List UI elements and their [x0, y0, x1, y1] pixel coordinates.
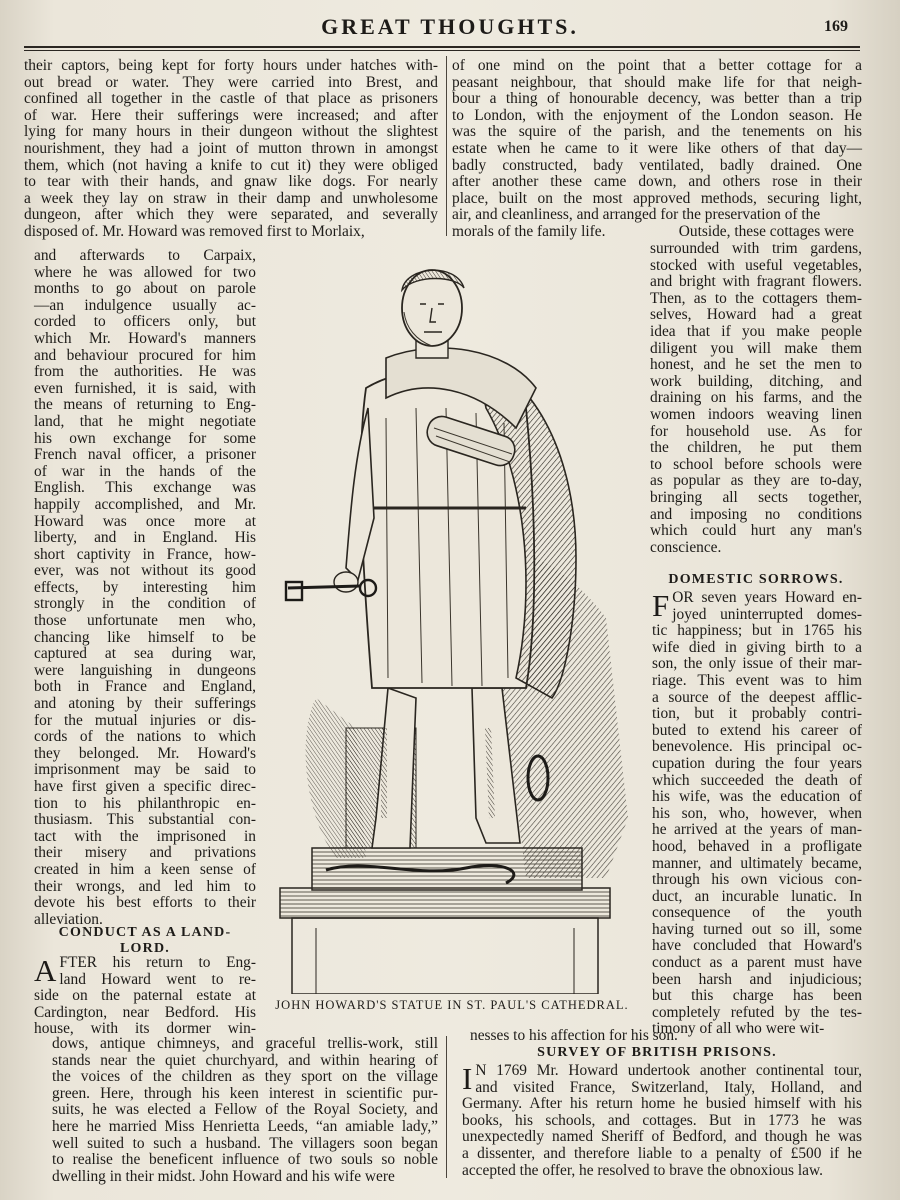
text-line: which Mr. Howard's manners	[34, 329, 256, 347]
text-line: where he was allowed for two	[34, 263, 256, 281]
text-line: short captivity in France, how-	[34, 545, 256, 563]
text-line: of war. Here their sufferings were increased; and after	[24, 106, 438, 124]
text-line: his wife, was the education of	[652, 788, 862, 806]
text-line: of one mind on the point that a better cottage for a	[452, 57, 862, 74]
text-line: son, the only issue of their mar-	[652, 655, 862, 673]
text-line: accepted the offer, he resolved to brave the obnoxious law.	[462, 1161, 823, 1179]
text-line: conduct as a parent must have	[652, 954, 862, 972]
bottom-left-text	[52, 1036, 438, 1185]
text-line: conscience.	[650, 538, 722, 556]
text-line: devote his best efforts to their	[34, 894, 256, 912]
survey-prisons-text: I N 1769 Mr. Howard undertook another continental tour, and visited France, Switzerland, Italy, Holland, and Germany. After his return home he busied himself with his books, his schools, and cottages. But in 1773 he was unexpectedly named Sheriff of Bedford, and though he was a dissenter, and therefore liable to a penalty of £500 if he accepted the offer, he resolved to brave the obnoxious law.	[462, 1061, 862, 1179]
text-line: selves, Howard had a great	[650, 306, 862, 324]
text-line: tion to his philanthropic en-	[34, 794, 256, 812]
column-divider-top	[446, 56, 447, 236]
header-rule-thin	[24, 50, 860, 51]
text-line: ever, was not without its good	[34, 562, 256, 580]
text-line: of war in the hands of the	[34, 462, 256, 480]
text-line: his own exchange for some	[34, 429, 256, 447]
text-line: having turned out so ill, some	[652, 920, 862, 938]
text-line: lying for many hours in their dungeon without the slightest	[24, 123, 438, 141]
text-line: through his own vicious con-	[652, 871, 862, 889]
text-line: badly constructed, bady ventilated, badly drained. One	[452, 156, 862, 174]
text-line: a week they lay on straw in their damp and unwholesome	[24, 189, 438, 207]
text-line: their captors, being kept for forty hours under hatches with-	[24, 57, 438, 74]
text-line: Howard was once more at	[34, 512, 256, 530]
text-line: books, his schools, and cottages. But in 1773 he was	[462, 1111, 862, 1129]
text-line: have concluded that Howard's	[652, 937, 862, 955]
text-line: for household use. As for	[650, 422, 862, 440]
text-line: the voices of the children as they sport on the village	[52, 1068, 438, 1086]
text-line: created in him a keen sense of	[34, 860, 256, 878]
text-line: bour a thing of honourable decency, was better than a trip	[452, 90, 862, 108]
text-line: were languishing in dungeons	[34, 661, 256, 679]
text-line: the means of returning to Eng-	[34, 396, 256, 414]
text-line: —an indulgence usually ac-	[34, 296, 256, 314]
text-line: and bright with fragrant flowers.	[650, 273, 862, 291]
text-line: dungeon, after which they were separated, and severally	[24, 206, 438, 224]
text-line: to London, with the enjoyment of the London season. He	[452, 106, 862, 124]
text-line: stocked with useful vegetables,	[650, 256, 862, 274]
section-heading-domestic-sorrows: DOMESTIC SORROWS.	[668, 572, 844, 587]
text-line: completely refuted by the tes-	[652, 1003, 862, 1021]
text-line: consequence of the youth	[652, 904, 862, 922]
text-line: diligent you will make them	[650, 339, 862, 357]
section-heading-landlord: CONDUCT AS A LAND- LORD.	[58, 925, 232, 956]
text-line: they belonged. Mr. Howard's	[34, 744, 256, 762]
statue-engraving-illustration	[276, 258, 628, 994]
header-rule	[24, 46, 860, 48]
text-line: buted to extend his career of	[652, 721, 862, 739]
drop-cap-a: A	[34, 953, 57, 988]
running-title: GREAT THOUGHTS.	[321, 14, 579, 39]
text-line: and visited France, Switzerland, Italy, Holland, and	[475, 1078, 862, 1096]
text-line: but this charge has been	[652, 987, 862, 1005]
text-line: from the authorities. He was	[34, 363, 256, 381]
text-line: thusiasm. This substantial con-	[34, 811, 256, 829]
text-line: unexpectedly named Sheriff of Bedford, and though he was	[462, 1128, 862, 1146]
right-column-top-text	[452, 58, 862, 224]
text-line: happily accomplished, and Mr.	[34, 495, 256, 513]
text-line: strongly in the condition of	[34, 595, 256, 613]
text-line: have first given a specific direc-	[34, 778, 256, 795]
text-line: bringing all sects together,	[650, 488, 862, 506]
text-line: which succeeded the death of	[652, 771, 862, 789]
text-line: those unfortunate men who,	[34, 612, 256, 630]
text-line: women indoors weaving linen	[650, 405, 862, 423]
text-line: tion, but it probably contri-	[652, 705, 862, 723]
text-line: corded to officers only, but	[34, 313, 256, 331]
text-line: benevolence. His principal oc-	[652, 738, 862, 756]
text-line: wife died in giving birth to a	[652, 638, 862, 656]
text-line: to realise the beneficent influence of two souls so noble	[52, 1151, 438, 1169]
domestic-sorrows-text: FOR seven years Howard en- joyed uninterrupted domes- tic happiness; but in 1765 his wife died in giving birth to a son, the only issue of their mar- riage. This event was to him a source of the deepest afflic- tion, but it probably contri- buted to extend his career of benevolence. His principal oc- cupation during the four years which succeeded the death of his wife, was the education of his son, who, however, when he arrived at the years of man- hood, behaved in a profligate manner, and ultimately became, through his own vicious con- duct, an incurable lunatic. In consequence of the youth having turned out so ill, some have concluded that Howard's conduct as a parent must have been harsh and injudicious; but this charge has been completely refuted by the tes- timony of all who were wit-	[652, 588, 862, 1038]
text-line: land, that he might negotiate	[34, 412, 256, 430]
text-line: Germany. After his return home he busied himself with his	[462, 1095, 862, 1113]
text-line: nourishment, they had a joint of mutton thrown in amongst	[24, 139, 438, 157]
text-line: out bread or water. They were carried into Brest, and	[24, 73, 438, 91]
text-line: for the mutual injuries or dis-	[34, 711, 256, 729]
text-line: been harsh and injudicious;	[652, 970, 862, 988]
text-line: English. This exchange was	[34, 479, 256, 497]
text-line: cords of the nations to which	[34, 728, 256, 746]
text-line: confined all together in the castle of that place as prisoners	[24, 90, 438, 108]
text-line: and behaviour procured for him	[34, 346, 256, 364]
text-line: a dissenter, and therefore liable to a penalty of £500 if he	[462, 1144, 862, 1162]
right-mixed-line: morals of the family life. Outside, these cottages were	[452, 223, 854, 240]
text-line: liberty, and in England. His	[34, 529, 256, 547]
text-line: tact with the imprisoned in	[34, 827, 256, 845]
text-line: chancing like himself to be	[34, 628, 256, 646]
text-line: dows, antique chimneys, and graceful trellis-work, still	[52, 1035, 438, 1052]
section-heading-survey-prisons: SURVEY OF BRITISH PRISONS.	[537, 1045, 777, 1060]
text-line: months to go about on parole	[34, 280, 256, 298]
text-line: to school before schools were	[650, 455, 862, 473]
text-line: manner, and ultimately became,	[652, 854, 862, 872]
text-line: he arrived at the years of man-	[652, 821, 862, 839]
text-line: which could hurt any man's	[650, 522, 862, 540]
drop-cap-i: I	[462, 1061, 473, 1096]
text-line: was the squire of the parish, and the tenements on his	[452, 123, 862, 141]
text-line: suits, he was elected a Fellow of the Royal Society, and	[52, 1101, 438, 1119]
text-line: and imposing no conditions	[650, 505, 862, 523]
text-line: and atoning by their sufferings	[34, 695, 256, 713]
text-line: surrounded with trim gardens,	[650, 240, 862, 257]
text-line: effects, by interesting him	[34, 578, 256, 596]
text-line: disposed of. Mr. Howard was removed first to Morlaix,	[24, 222, 365, 240]
text-line: idea that if you make people	[650, 322, 862, 340]
figure-caption: JOHN HOWARD'S STATUE IN ST. PAUL'S CATHEDRAL.	[275, 998, 629, 1012]
text-line: captured at sea during war,	[34, 645, 256, 663]
text-line: riage. This event was to him	[652, 671, 862, 689]
text-line: honest, and he set the men to	[650, 356, 862, 374]
text-line: well suited to such a husband. The villagers soon began	[52, 1134, 438, 1152]
text-line: stands near the quiet churchyard, and within hearing of	[52, 1051, 438, 1069]
text-line: here he married Miss Henrietta Leeds, “an amiable lady,”	[52, 1117, 438, 1135]
text-line: place, built on the most approved methods, securing light,	[452, 189, 862, 207]
text-line: cupation during the four years	[652, 754, 862, 772]
text-line: dwelling in their midst. John Howard and his wife were	[52, 1167, 395, 1185]
text-line: timony of all who were wit-	[652, 1020, 825, 1038]
text-line: peasant neighbour, that should make life for that neigh-	[452, 73, 862, 91]
text-line: even furnished, it is said, with	[34, 379, 256, 397]
left-column-narrow-text	[34, 248, 256, 928]
right-column-narrow-text	[650, 241, 862, 556]
text-line: imprisonment may be said to	[34, 761, 256, 779]
text-line: them, which (not having a knife to cut it) they were obliged	[24, 156, 438, 174]
text-line: draining on his farms, and the	[650, 389, 862, 407]
text-line: hood, behaved in a profligate	[652, 837, 862, 855]
landlord-intro-text: AFTER his return to Eng- land Howard went to re- side on the paternal estate at Cardington, near Bedford. His house, with its dormer win-	[34, 953, 256, 1038]
text-line: estate when he came to it were like others of that day—	[452, 139, 862, 157]
text-line: as popular as they are to-day,	[650, 472, 862, 490]
text-line: tic happiness; but in 1765 his	[652, 622, 862, 640]
text-line: French naval officer, a prisoner	[34, 446, 256, 464]
text-line: both in France and England,	[34, 678, 256, 696]
text-line: a source of the deepest afflic-	[652, 688, 862, 706]
page-number: 169	[824, 18, 848, 35]
text-line: to tear with their hands, and gnaw like dogs. For nearly	[24, 173, 438, 191]
text-line: duct, an incurable lunatic. In	[652, 887, 862, 905]
text-line: green. Here, through his keen interest in scientific pur-	[52, 1084, 438, 1102]
text-line: the children, he put them	[650, 439, 862, 457]
drop-cap-f: F	[652, 588, 670, 623]
right-last-line: nesses to his affection for his son.	[470, 1027, 678, 1044]
text-line: alleviation.	[34, 910, 103, 928]
text-line: Then, as to the cottagers them-	[650, 289, 862, 307]
text-line: their wrongs, and led him to	[34, 877, 256, 895]
text-line: air, and cleanliness, and arranged for the preservation of the	[452, 206, 821, 224]
text-line: after another these came down, and others rose in their	[452, 173, 862, 191]
text-line: their misery and privations	[34, 844, 256, 862]
left-column-top-text	[24, 58, 438, 241]
text-line: work building, ditching, and	[650, 372, 862, 390]
text-line: and afterwards to Carpaix,	[34, 247, 256, 264]
column-divider-bottom	[446, 1036, 447, 1178]
text-line: his son, who, however, when	[652, 804, 862, 822]
